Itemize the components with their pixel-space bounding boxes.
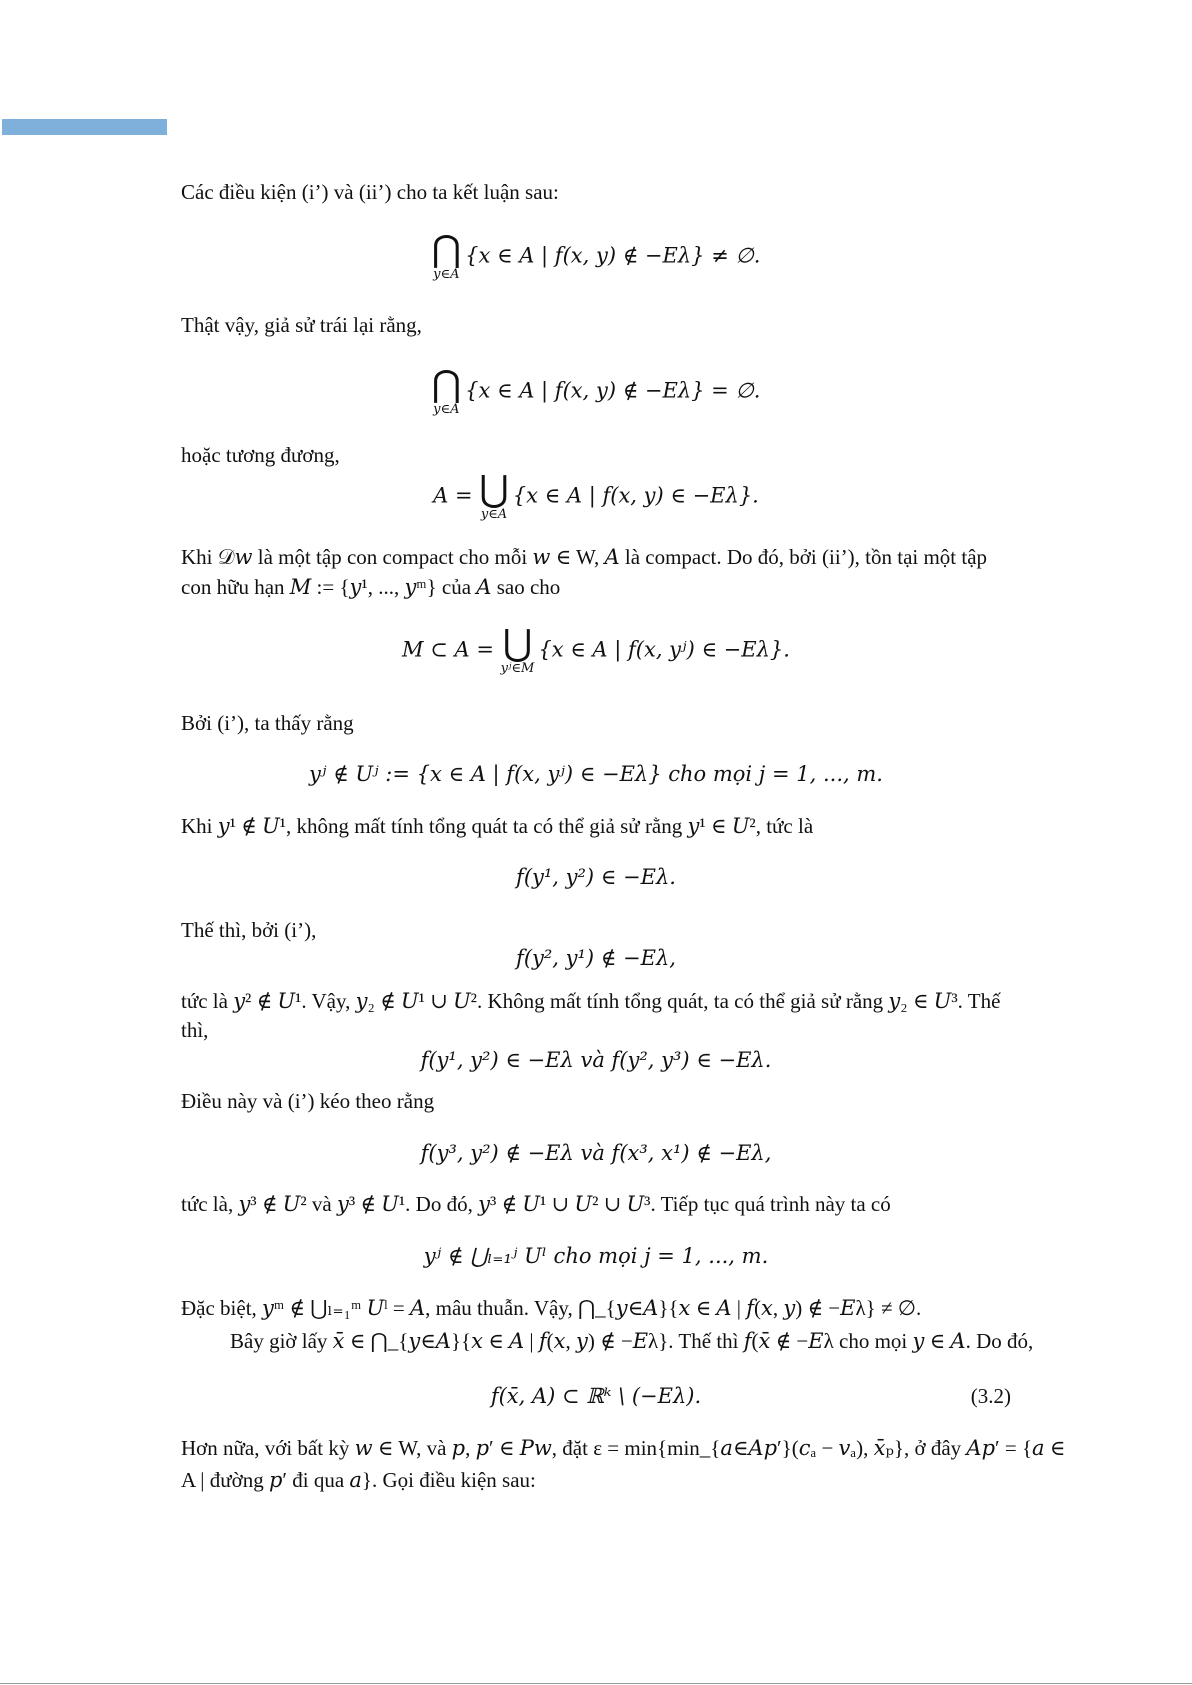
intersection-operator: ⋂ y∈A [431, 229, 462, 282]
header-accent-bar [2, 119, 167, 135]
paragraph-line: tức là 𝑦² ∉ 𝑈¹. Vậy, 𝑦₂ ∉ 𝑈¹ ∪ 𝑈². Không mất tính tổng quát, ta có thể giả sử rằng 𝑦₂ ∈ 𝑈³. Thế [181, 989, 1001, 1013]
paragraph-line: Khi 𝒟𝑤 là một tập con compact cho mỗi 𝑤 ∈ W, 𝐴 là compact. Do đó, bởi (ii’), tồn tại một tập [181, 545, 988, 569]
paragraph-line: Các điều kiện (i’) và (ii’) cho ta kết luận sau: [181, 180, 559, 204]
paragraph-line: thì, [181, 1018, 209, 1042]
footer-rule [0, 1683, 1192, 1684]
equation-union-a: A = ⋃ y∈A {x ∈ A | f(x, y) ∈ −Eλ}. [433, 469, 759, 522]
paragraph-line: Thế thì, bởi (i’), [181, 918, 317, 942]
intersection-operator: ⋂ y∈A [431, 364, 462, 417]
union-operator: ⋃ y∈A [479, 469, 509, 522]
equation-f-y1-y2: f(y¹, y²) ∈ −Eλ. [516, 865, 676, 889]
equation-pair: f(y¹, y²) ∈ −Eλ và f(y², y³) ∈ −Eλ. [420, 1048, 772, 1072]
equation-intersection-nonempty: ⋂ y∈A {x ∈ A | f(x, y) ∉ −Eλ} ≠ ∅. [431, 229, 761, 282]
paragraph-line: Bởi (i’), ta thấy rằng [181, 711, 354, 735]
union-operator: ⋃ yʲ∈M [500, 623, 535, 676]
paragraph-line: Điều này và (i’) kéo theo rằng [181, 1089, 435, 1113]
equation-number: (3.2) [970, 1384, 1011, 1408]
paragraph-line: hoặc tương đương, [181, 443, 340, 467]
paragraph-line: Khi 𝑦¹ ∉ 𝑈¹, không mất tính tổng quát ta có thể giả sử rằng 𝑦¹ ∈ 𝑈², tức là [181, 814, 814, 838]
paragraph-line: A | đường 𝑝′ đi qua 𝑎}. Gọi điều kiện sau: [181, 1468, 536, 1492]
equation-union-m: M ⊂ A = ⋃ yʲ∈M {x ∈ A | f(x, yʲ) ∈ −Eλ}. [402, 623, 790, 676]
paragraph-line: con hữu hạn 𝑀 := {𝑦¹, ..., 𝑦ᵐ} của 𝐴 sao cho [181, 575, 561, 599]
paragraph-line: tức là, 𝑦³ ∉ 𝑈² và 𝑦³ ∉ 𝑈¹. Do đó, 𝑦³ ∉ 𝑈¹ ∪ 𝑈² ∪ 𝑈³. Tiếp tục quá trình này ta có [181, 1192, 891, 1216]
equation-f-y2-y1: f(y², y¹) ∉ −Eλ, [516, 946, 676, 970]
equation-3-2 [181, 1382, 1011, 1410]
equation-f-y3-y2: f(y³, y²) ∉ −Eλ và f(x³, x¹) ∉ −Eλ, [420, 1141, 772, 1165]
paragraph-line: Bây giờ lấy 𝑥̄ ∈ ⋂_{𝑦∈𝐴}{𝑥 ∈ 𝐴 | 𝑓(𝑥, 𝑦) ∉ −𝐸λ}. Thế thì 𝑓(𝑥̄ ∉ −𝐸λ cho mọi 𝑦 ∈ 𝐴. Do đó, [230, 1329, 1034, 1353]
equation-body: f(x̄, A) ⊂ ℝᵏ \ (−Eλ). [490, 1384, 702, 1408]
equation-intersection-empty: ⋂ y∈A {x ∈ A | f(x, y) ∉ −Eλ} = ∅. [431, 364, 761, 417]
equation-yj-union: yʲ ∉ ⋃ₗ₌₁ʲ Uˡ cho mọi j = 1, ..., m. [423, 1244, 769, 1268]
paragraph-line: Đặc biệt, 𝑦ᵐ ∉ ⋃ₗ₌₁ᵐ 𝑈ˡ = 𝐴, mâu thuẫn. Vậy, ⋂_{𝑦∈𝐴}{𝑥 ∈ 𝐴 | 𝑓(𝑥, 𝑦) ∉ −𝐸λ} ≠ ∅. [181, 1296, 922, 1320]
paragraph-line: Thật vậy, giả sử trái lại rằng, [181, 313, 422, 337]
equation-uj-definition: yʲ ∉ Uʲ := {x ∈ A | f(x, yʲ) ∈ −Eλ} cho mọi j = 1, ..., m. [309, 762, 883, 786]
paragraph-line: Hơn nữa, với bất kỳ 𝑤 ∈ W, và 𝑝, 𝑝′ ∈ 𝑃𝑤, đặt ε = min{min_{𝑎∈𝐴𝑝′}(𝑐ₐ − 𝑣ₐ), 𝑥̄ₚ}, ở đây 𝐴𝑝′ = {𝑎 ∈ [181, 1436, 1066, 1460]
